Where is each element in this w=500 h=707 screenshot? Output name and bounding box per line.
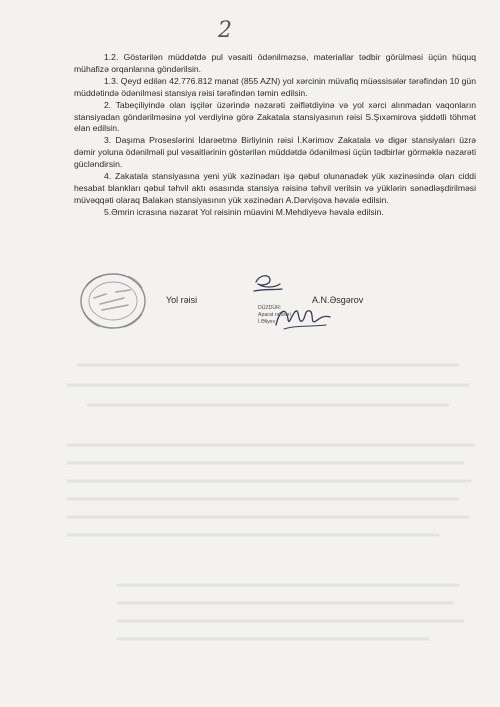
round-stamp-seal — [72, 268, 154, 334]
handwritten-signature — [270, 303, 334, 333]
paragraph-1-3: 1.3. Qeyd edilən 42.776.812 manat (855 AZN) yol xərcinin müvafiq müəssisələr tərəfindən 10 gün müddətində ödənilməsi stansiya rəisi tərəfindən təmin edilsin. — [74, 75, 476, 98]
paragraph-5: 5.Əmrin icrasına nəzarət Yol rəisinin müavini M.Mehdiyevə həvalə edilsin. — [104, 206, 384, 217]
paragraph-1-2: 1.2. Göstərilən müddətdə pul vəsaiti ödənilməzsə, materiallar tədbir görülməsi üçün hüquq mühafizə orqanlarına göndərilsin. — [74, 52, 476, 74]
signatory-title: Yol rəisi — [166, 295, 198, 305]
handwritten-initials — [250, 272, 286, 294]
handwritten-page-number: 2 — [218, 18, 232, 43]
bleed-through-texture — [58, 345, 478, 665]
paragraph-4: 4. Zakatala stansiyasına yeni yük xəzinədarı işə qəbul olunanadək yük xəzinəsində olan ciddi hesabat blankları qəbul təhvil aktı əsasında stansiya rəisinə təhvil verilsin və yüklərin sənədləşdirilməsi müvəqqəti olaraq Balakən stansiyasının yük xəzinədarı A.Dərvişova həvalə edilsin. — [74, 171, 476, 205]
approval-line-1: DÜZDÜR: — [258, 305, 282, 311]
approval-line-2: Aparat rəhbəri — [258, 311, 291, 318]
order-body — [74, 52, 476, 219]
approval-line-3: İ.Əliyev — [258, 318, 276, 325]
paragraph-3: 3. Daşıma Proseslərini İdarəetmə Birliyinin rəisi İ.Kərimov Zakatala və digər stansiyaları üzrə dəmir yoluna ödənilməli pul vəsaitlərinin göstərilən müddətdə ödənilməsi üçün tədbirlər görməklə nəzarəti gücləndirsin. — [74, 135, 476, 170]
paragraph-2: 2. Tabeçiliyində olan işçilər üzərində nəzarəti zəiflətdiyinə və yol xərci alınmadan vaqonların stansiyadan göndərilməsinə yol verdiyinə görə Zakatala stansiyasının rəisi S.Şıxəmirova şiddətli töhmət elan edilsin. — [74, 99, 476, 134]
signatory-name: A.N.Əsgərov — [312, 295, 364, 305]
